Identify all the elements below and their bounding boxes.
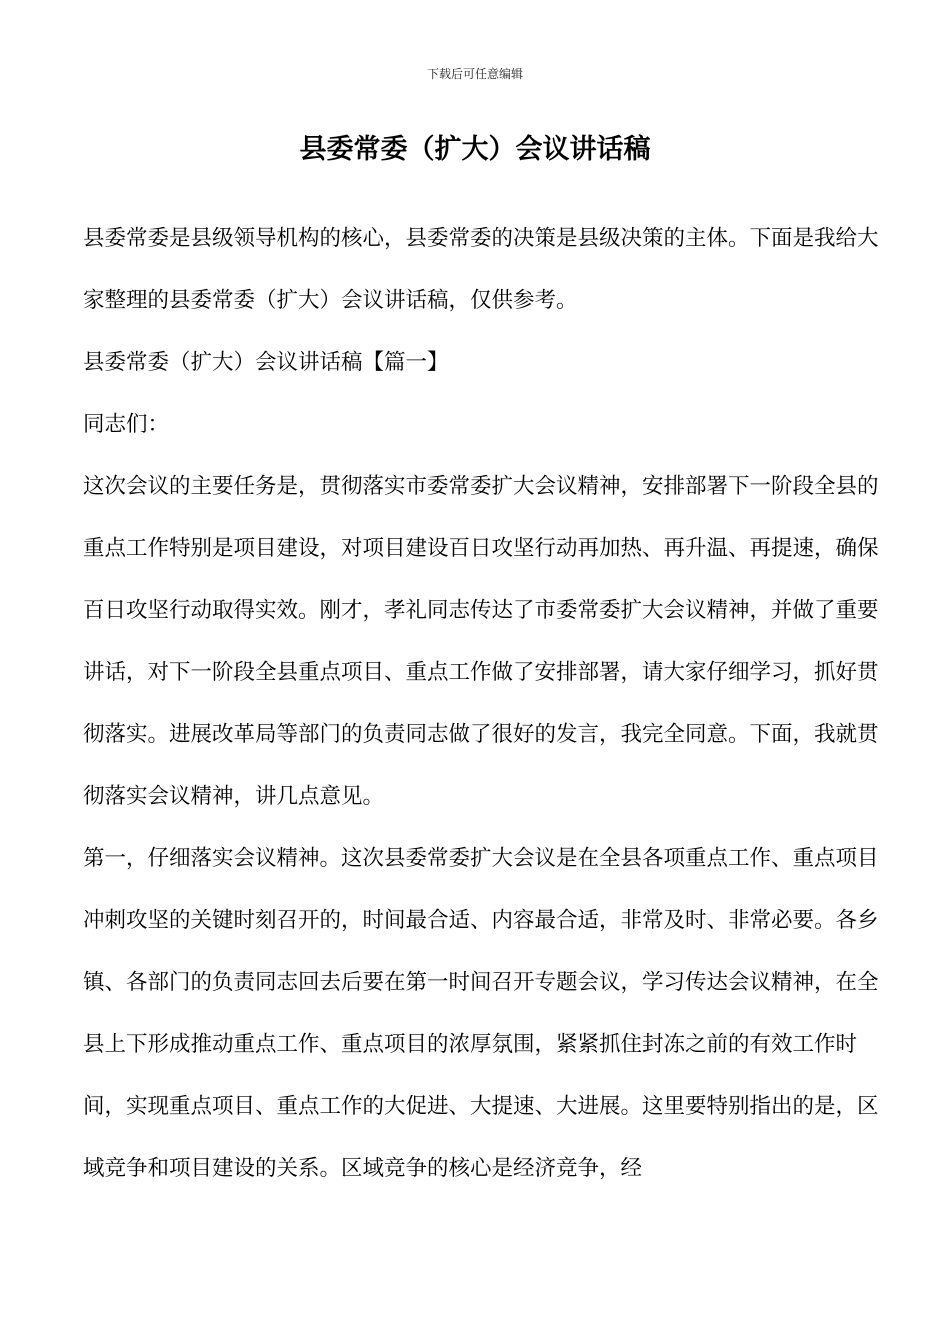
- salutation: 同志们：: [83, 412, 170, 437]
- body-paragraph: 这次会议的主要任务是，贯彻落实市委常委扩大会议精神，安排部署下一阶段全县的重点工作特别是项目建设，对项目建设百日攻坚行动再加热、再升温、再提速，确保百日攻坚行动取得实效。刚才，孝礼同志传达了市委常委扩大会议精神，并做了重要讲话，对下一阶段全县重点项目、重点工作做了安排部署，请大家仔细学习，抓好贯彻落实。进展改革局等部门的负责同志做了很好的发言，我完全同意。下面，我就贯彻落实会议精神，讲几点意见。: [83, 474, 879, 809]
- header-note: 下载后可任意编辑: [426, 67, 523, 81]
- document-body: [83, 208, 883, 1200]
- section-heading: 县委常委（扩大）会议讲话稿【篇一】: [83, 350, 449, 375]
- body-paragraph: 第一，仔细落实会议精神。这次县委常委扩大会议是在全县各项重点工作、重点项目冲刺攻坚的关键时刻召开的，时间最合适、内容最合适，非常及时、非常必要。各乡镇、各部门的负责同志回去后要在第一时间召开专题会议，学习传达会议精神，在全县上下形成推动重点工作、重点项目的浓厚氛围，紧紧抓住封冻之前的有效工作时间，实现重点项目、重点工作的大促进、大提速、大进展。这里要特别指出的是，区域竞争和项目建设的关系。区域竞争的核心是经济竞争，经: [83, 846, 879, 1181]
- intro-paragraph: 县委常委是县级领导机构的核心，县委常委的决策是县级决策的主体。下面是我给大家整理的县委常委（扩大）会议讲话稿，仅供参考。: [83, 226, 879, 313]
- document-title: 县委常委（扩大）会议讲话稿: [299, 134, 651, 165]
